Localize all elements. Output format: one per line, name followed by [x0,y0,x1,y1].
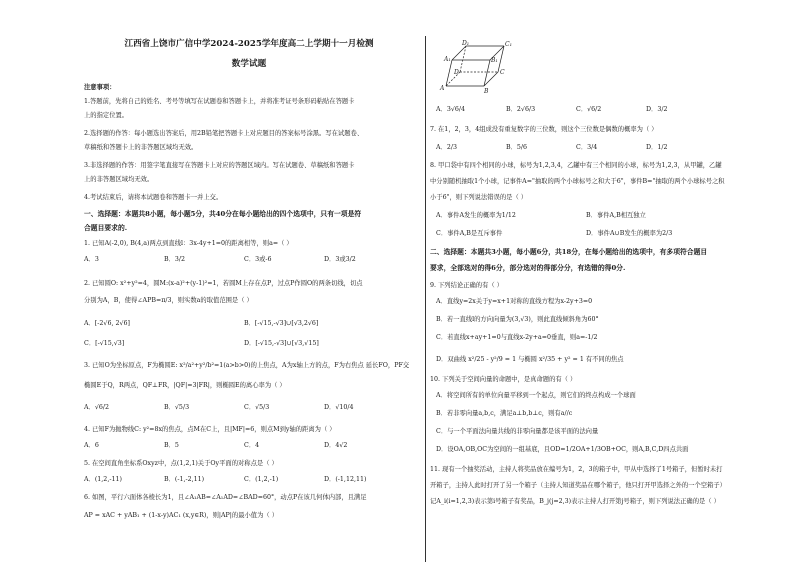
question-6-options [436,106,667,115]
option-a[interactable]: A．2/3 [436,144,457,151]
question-10-option-d[interactable]: D．设OA,OB,OC为空间的一组基底，且OD=1/2OA+1/3OB+OC，则A,B,C,D四点共面 [436,446,689,453]
question-9-option-a[interactable]: A．直线y=2x关于y=x+1对称的直线方程为x-2y+3=0 [436,298,593,305]
notice-line: 4.考试结束后，请将本试题卷和答题卡一并上交。 [84,194,223,201]
notice-line: 1.答题前，先将自己的姓名、考号等填写在试题卷和答题卡上，并将准考证号条形码粘贴在答题卡 [84,98,355,105]
question-6-stem: 6. 如图，平行六面体各棱长为1，且∠A₁AB=∠A₁AD=∠BAD=60°，动点P在该几何体内部，且满足 [84,494,367,501]
option-c[interactable]: C．√6/2 [576,106,602,113]
option-b[interactable]: B．事件A,B相互独立 [586,212,646,219]
vertex-label: A₁ [444,56,451,63]
option-b[interactable]: B．5/6 [506,144,528,151]
question-11-stem-cont: 记A_i(i=1,2,3)表示第i号箱子有奖品，B_j(j=2,3)表示主持人打开第j号箱子，则下列说法正确的是（ ） [430,498,720,505]
notice-line: 2.选择题的作答：每小题选出答案后，用2B铅笔把答题卡上对应题目的答案标号涂黑。写在试题卷、 [84,130,364,137]
question-2-stem: 2. 已知圆O: x²+y²=4，圆M:(x-a)²+(y-1)²=1，若圆M上存在点P，过点P作圆O的两条切线，切点 [84,280,363,287]
option-a[interactable]: A．6 [84,442,99,449]
notice-line: 上的指定位置。 [84,112,129,119]
question-5-options [84,476,366,485]
vertex-label: C₁ [505,41,512,48]
option-d[interactable]: D．4√2 [324,442,348,449]
option-d[interactable]: D．事件A∪B发生的概率为2/3 [586,230,673,237]
column-divider [425,36,426,562]
vertex-label: B [484,88,489,95]
notice-line: 上的非答题区域均无效。 [84,176,154,183]
question-8-stem-cont: 小于6"，则下列说法错误的是（ ） [430,194,528,201]
edge [446,60,452,86]
section1-heading-cont: 合题目要求的. [84,224,128,232]
question-10-stem: 10. 下列关于空间向量的命题中，是真命题的有（ ） [430,376,577,383]
question-11-stem-cont: 开箱子，主持人此时打开了另一个箱子（主持人知道奖品在哪个箱子，他只打开甲选择之外的一个空箱子） [430,482,726,489]
question-3-stem-cont: 椭圆E于Q，R两点，QF⊥FR，|QF|=3|FR|，则椭圆E的离心率为（ ） [84,382,286,389]
section2-heading: 二、选择题：本题共3小题，每小题6分，共18分，在每小题给出的选项中，有多项符合题目 [430,248,708,256]
question-11-stem: 11. 现有一个抽奖活动，主持人将奖品放在编号为1，2，3的箱子中，甲从中选择了1号箱子，但暂时未打 [430,466,723,473]
option-b[interactable]: B．3/2 [164,256,186,263]
question-9-option-c[interactable]: C．若直线x+ay+1=0与直线x-2y+a=0垂直，则a=-1/2 [436,334,598,341]
question-8-stem: 8. 甲口袋中有四个相同的小球，标号为1,2,3,4，乙罐中有三个相同的小球，标号为1,2,3，从甲罐，乙罐 [430,162,722,169]
option-d[interactable]: D．3/2 [646,106,668,113]
notice-line: 草稿纸和答题卡上的非答题区域均无效。 [84,144,198,151]
question-9-option-d[interactable]: D．双曲线 x²/25 - y²/9 = 1 与椭圆 x²/35 + y² = 1 有不同的焦点 [436,356,624,363]
option-b[interactable]: B．5 [164,442,179,449]
option-b[interactable]: B．[-√15,-√3]∪[√3,2√6] [244,320,319,327]
option-c[interactable]: C．[-√15,√3] [84,340,125,347]
option-a[interactable]: A．[-2√6, 2√6] [84,320,130,327]
option-b[interactable]: B．(-1,-2,11) [164,476,205,483]
section1-heading: 一、选择题：本题共8小题，每小题5分，共40分在每小题给出的四个选项中，只有一项是符 [84,210,362,218]
question-7-options [436,144,667,153]
option-a[interactable]: A．3 [84,256,99,263]
vertex-label: D [454,69,459,76]
question-3-stem: 3. 已知O为坐标原点，F为椭圆E: x²/a²+y²/b²=1(a>b>0)的上焦点，A为x轴上方的点，F为右焦点 延长FO，PF交 [84,362,410,369]
option-b[interactable]: B．2√6/3 [506,106,536,113]
option-a[interactable]: A．事件A发生的概率为1/12 [436,212,516,219]
option-c[interactable]: C．√5/3 [244,404,270,411]
question-4-options [84,442,347,451]
question-7-stem: 7. 在1，2，3，4组成没有重复数字的三位数，则这个三位数是偶数的概率为（ ） [430,126,658,133]
option-c[interactable]: C．4 [244,442,260,449]
edge [452,46,466,60]
notice-line: 3.非选择题的作答：用签字笔直接写在答题卡上对应的答题区域内。写在试题卷、草稿纸和答题卡 [84,162,355,169]
question-9-stem: 9. 下列结论正确的有（ ） [430,282,503,289]
question-8-options-cont [436,230,672,239]
option-a[interactable]: A．√6/2 [84,404,109,411]
option-d[interactable]: D．1/2 [646,144,668,151]
option-c[interactable]: C．(1,2,-1) [244,476,279,483]
vertex-label: D₁ [462,40,470,47]
option-d[interactable]: D．3或3/2 [324,256,356,263]
question-5-stem: 5. 在空间直角坐标系Oxyz中，点(1,2,1)关于Oy平面的对称点是（ ） [84,460,278,467]
notice-heading: 注意事项： [84,84,116,91]
section2-heading-cont: 要求，全部选对的得6分，部分选对的得部分分，有选错的得0分. [430,264,626,272]
question-10-option-c[interactable]: C．与一个平面法向量共线的非零向量都是该平面的法向量 [436,428,599,435]
vertex-label: A [440,85,445,92]
question-2-stem-cont: 分别为A，B，使得∠APB=π/3，则实数a的取值范围是（ ） [84,297,253,304]
question-1-options [84,256,356,265]
option-a[interactable]: A．(1,2,-11) [84,476,122,483]
vertex-label: B₁ [491,57,498,64]
option-a[interactable]: A．3√6/4 [436,106,465,113]
option-c[interactable]: C．事件A,B是互斥事件 [436,230,503,237]
option-c[interactable]: C．3/4 [576,144,598,151]
option-d[interactable]: D．[-√15,-√3]∪[√3,√15] [244,340,319,347]
edge [484,72,498,86]
question-3-options [84,404,354,413]
edge [484,60,490,86]
exam-title: 江西省上饶市广信中学2024-2025学年度高二上学期十一月检测 [124,39,374,49]
option-b[interactable]: B．√5/3 [164,404,190,411]
exam-subtitle: 数学试题 [231,59,267,69]
question-4-stem: 4. 已知F为抛物线C: y²=8x的焦点，点M在C上，且|MF|=6，则点M到y轴的距离为（ ） [84,426,336,433]
question-8-stem-cont: 中分别随机抽取1个小球，记事件A="抽取的两个小球标号之和大于6"，事件B="抽取的两个小球标号之积 [430,178,725,185]
question-6-stem-cont: AP = xAC + yAB₁ + (1-x-y)AC₁ (x,y∈R)，则|AP|的最小值为（ ） [84,512,278,519]
question-8-options [436,212,646,221]
hidden-edge [460,46,466,72]
option-d[interactable]: D．√10/4 [324,404,354,411]
question-9-option-b[interactable]: B．若一直线l的方向向量为(3,√3)，则此直线倾斜角为60° [436,316,599,323]
question-10-option-b[interactable]: B．若非零向量a,b,c，满足a⊥b,b⊥c，则有a//c [436,410,573,417]
option-c[interactable]: C．3或-6 [244,256,272,263]
question-10-option-a[interactable]: A．将空间所有的单位向量平移到一个起点，则它们的终点构成一个球面 [436,392,636,399]
vertex-label: C [500,69,505,76]
question-1-stem: 1. 已知A(-2,0), B(4,a)两点到直线l：3x-4y+1=0的距离相等，则a=（ ） [84,240,293,247]
option-d[interactable]: D．(-1,12,11) [324,476,367,483]
parallelepiped-diagram [438,40,528,96]
question-2-options [84,320,318,329]
question-2-options-cont [84,340,319,349]
